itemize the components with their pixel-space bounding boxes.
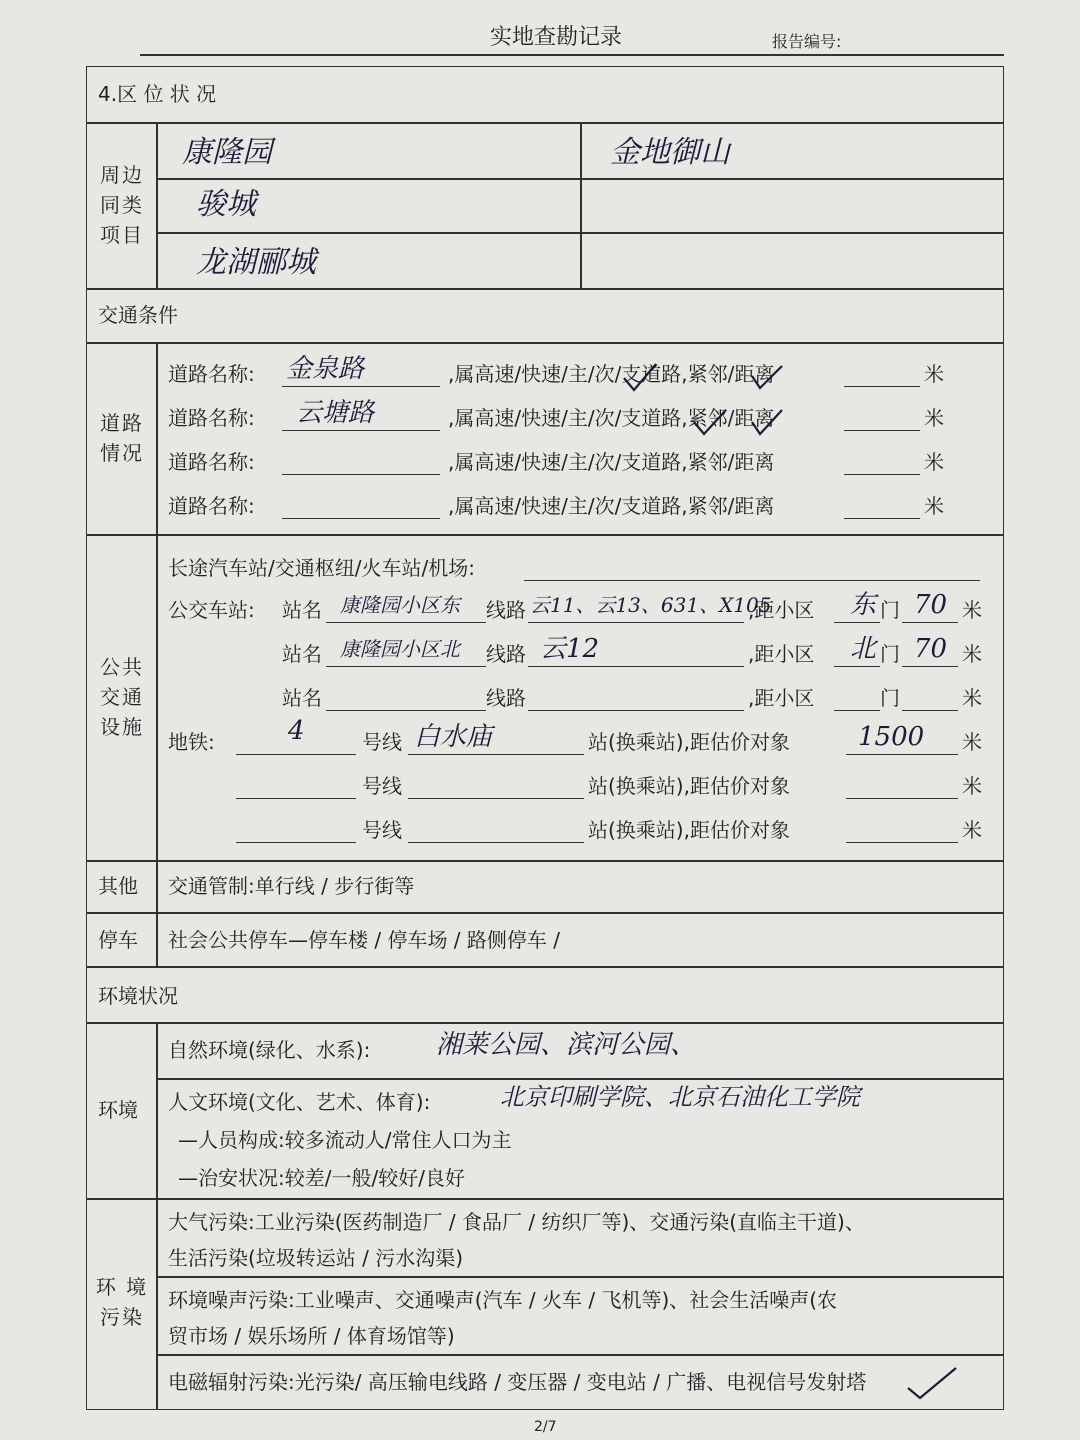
row-divider bbox=[86, 534, 1004, 536]
metro-line-value: 4 bbox=[288, 716, 305, 746]
road-name-underline bbox=[282, 518, 440, 519]
label-column-divider bbox=[156, 1022, 158, 1410]
check-mark-icon bbox=[748, 362, 788, 392]
road-name-underline bbox=[282, 430, 440, 431]
direction-underline bbox=[834, 622, 880, 623]
route-label: 线路 bbox=[486, 642, 526, 666]
page-title: 实地查勘记录 bbox=[490, 25, 623, 50]
page-number: 2/7 bbox=[534, 1419, 557, 1435]
gate-direction-value: 北 bbox=[850, 634, 877, 664]
road-name-label: 道路名称: bbox=[168, 450, 255, 474]
environment-label: 环境 bbox=[98, 1098, 138, 1122]
road-name-label: 道路名称: bbox=[168, 494, 255, 518]
bus-station-heading: 公交车站: bbox=[168, 598, 255, 622]
metro-line-label: 号线 bbox=[362, 774, 402, 798]
distance-unit: 米 bbox=[962, 686, 982, 710]
header-rule bbox=[140, 54, 1004, 56]
route-value: 云11、云13、631、X105 bbox=[530, 593, 772, 617]
metro-station-underline bbox=[408, 798, 584, 799]
metro-line-underline bbox=[236, 754, 356, 755]
station-name-underline bbox=[326, 710, 486, 711]
gate-label: 门 bbox=[880, 642, 900, 666]
metro-station-underline bbox=[408, 842, 584, 843]
road-distance-underline bbox=[844, 474, 920, 475]
traffic-section-title: 交通条件 bbox=[98, 303, 178, 327]
label-column-divider bbox=[156, 122, 158, 288]
row-divider bbox=[86, 342, 1004, 344]
road-name-underline bbox=[282, 386, 440, 387]
metro-line-label: 号线 bbox=[362, 818, 402, 842]
nearby-split-divider bbox=[580, 122, 582, 288]
public-transport-label: 公共 交通 设施 bbox=[100, 655, 144, 739]
road-distance-underline bbox=[844, 430, 920, 431]
long-distance-label: 长途汽车站/交通枢纽/火车站/机场: bbox=[168, 556, 475, 580]
metro-distance-underline bbox=[846, 798, 958, 799]
distance-value: 70 bbox=[914, 634, 948, 664]
road-type-options: ,属高速/快速/主/次/支道路,紧邻/距离 bbox=[448, 450, 775, 474]
row-divider bbox=[86, 966, 1004, 968]
distance-unit: 米 bbox=[962, 818, 982, 842]
metro-distance-value: 1500 bbox=[858, 722, 925, 752]
station-name-label: 站名 bbox=[282, 642, 322, 666]
route-label: 线路 bbox=[486, 598, 526, 622]
other-label: 其他 bbox=[98, 874, 138, 898]
road-type-options: ,属高速/快速/主/次/支道路,紧邻/距离 bbox=[448, 362, 775, 386]
distance-underline bbox=[902, 666, 958, 667]
roads-label: 道路 情况 bbox=[100, 411, 144, 465]
route-underline bbox=[528, 666, 744, 667]
station-name-underline bbox=[326, 666, 486, 667]
row-divider bbox=[86, 912, 1004, 914]
metro-heading: 地铁: bbox=[168, 730, 215, 754]
nearby-project-entry: 康隆园 bbox=[182, 135, 272, 170]
distance-unit: 米 bbox=[962, 642, 982, 666]
metro-distance-underline bbox=[846, 842, 958, 843]
parking-text: 社会公共停车—停车楼 / 停车场 / 路侧停车 / bbox=[168, 928, 561, 952]
distance-label: ,距小区 bbox=[748, 642, 815, 666]
long-distance-underline bbox=[524, 580, 980, 581]
noise-pollution-line2: 贸市场 / 娱乐场所 / 体育场馆等) bbox=[168, 1324, 455, 1348]
air-pollution-line1: 大气污染:工业污染(医药制造厂 / 食品厂 / 纺织厂等)、交通污染(直临主干道)、 bbox=[168, 1210, 865, 1234]
check-mark-icon bbox=[748, 406, 788, 438]
metro-distance-underline bbox=[846, 754, 958, 755]
population-composition: —人员构成:较多流动人/常住人口为主 bbox=[178, 1128, 512, 1152]
metro-station-suffix: 站(换乘站),距估价对象 bbox=[588, 730, 790, 754]
gate-label: 门 bbox=[880, 686, 900, 710]
road-unit: 米 bbox=[924, 494, 944, 518]
road-name-underline bbox=[282, 474, 440, 475]
gate-direction-value: 东 bbox=[850, 590, 877, 620]
metro-line-label: 号线 bbox=[362, 730, 402, 754]
noise-pollution-line1: 环境噪声污染:工业噪声、交通噪声(汽车 / 火车 / 飞机等)、社会生活噪声(农 bbox=[168, 1288, 838, 1312]
nearby-label: 周边 同类 项目 bbox=[100, 163, 144, 247]
nearby-project-entry: 骏城 bbox=[196, 187, 256, 222]
route-underline bbox=[528, 710, 744, 711]
distance-underline bbox=[902, 710, 958, 711]
road-unit: 米 bbox=[924, 362, 944, 386]
direction-underline bbox=[834, 666, 880, 667]
row-divider bbox=[86, 860, 1004, 862]
road-type-options: ,属高速/快速/主/次/支道路,紧邻/距离 bbox=[448, 494, 775, 518]
metro-station-suffix: 站(换乘站),距估价对象 bbox=[588, 818, 790, 842]
check-mark-icon bbox=[620, 360, 660, 394]
metro-line-underline bbox=[236, 798, 356, 799]
road-name-label: 道路名称: bbox=[168, 406, 255, 430]
inner-divider bbox=[156, 1078, 1004, 1080]
route-value: 云12 bbox=[540, 634, 600, 664]
station-name-underline bbox=[326, 622, 486, 623]
cultural-environment-label: 人文环境(文化、艺术、体育): bbox=[168, 1090, 431, 1114]
metro-station-underline bbox=[408, 754, 584, 755]
label-column-divider bbox=[156, 342, 158, 966]
station-name-value: 康隆园小区东 bbox=[340, 593, 460, 617]
pollution-label: 环 境 污染 bbox=[95, 1275, 149, 1329]
check-mark-icon bbox=[690, 406, 730, 438]
natural-environment-value: 湘莱公园、滨河公园、 bbox=[436, 1030, 697, 1060]
report-number-label: 报告编号: bbox=[772, 32, 842, 51]
air-pollution-line2: 生活污染(垃圾转运站 / 污水沟渠) bbox=[168, 1246, 464, 1270]
row-divider bbox=[86, 1022, 1004, 1024]
check-mark-icon bbox=[904, 1364, 960, 1402]
nearby-project-entry: 金地御山 bbox=[610, 135, 730, 170]
road-distance-underline bbox=[844, 518, 920, 519]
cultural-environment-value: 北京印刷学院、北京石油化工学院 bbox=[500, 1083, 860, 1111]
security-status: —治安状况:较差/一般/较好/良好 bbox=[178, 1166, 465, 1190]
parking-label: 停车 bbox=[98, 928, 138, 952]
section-title: 4.区 位 状 况 bbox=[98, 82, 217, 106]
road-name-label: 道路名称: bbox=[168, 362, 255, 386]
row-divider bbox=[86, 1198, 1004, 1200]
distance-label: ,距小区 bbox=[748, 686, 815, 710]
station-name-label: 站名 bbox=[282, 686, 322, 710]
road-distance-underline bbox=[844, 386, 920, 387]
gate-label: 门 bbox=[880, 598, 900, 622]
road-type-options: ,属高速/快速/主/次/支道路,紧邻/距离 bbox=[448, 406, 775, 430]
metro-station-suffix: 站(换乘站),距估价对象 bbox=[588, 774, 790, 798]
traffic-control-text: 交通管制:单行线 / 步行街等 bbox=[168, 874, 415, 898]
distance-unit: 米 bbox=[962, 730, 982, 754]
distance-value: 70 bbox=[914, 590, 948, 620]
distance-unit: 米 bbox=[962, 774, 982, 798]
metro-line-underline bbox=[236, 842, 356, 843]
direction-underline bbox=[834, 710, 880, 711]
metro-station-value: 白水庙 bbox=[414, 722, 493, 752]
distance-underline bbox=[902, 622, 958, 623]
route-underline bbox=[528, 622, 744, 623]
distance-unit: 米 bbox=[962, 598, 982, 622]
nearby-project-entry: 龙湖郦城 bbox=[196, 245, 316, 280]
em-pollution: 电磁辐射污染:光污染/ 高压输电线路 / 变压器 / 变电站 / 广播、电视信号发射塔 bbox=[168, 1370, 867, 1394]
route-label: 线路 bbox=[486, 686, 526, 710]
road-name-value: 云塘路 bbox=[296, 398, 375, 428]
row-divider bbox=[86, 288, 1004, 290]
inner-divider bbox=[156, 1276, 1004, 1278]
station-name-value: 康隆园小区北 bbox=[340, 637, 460, 661]
environment-section-title: 环境状况 bbox=[98, 984, 178, 1008]
road-name-value: 金泉路 bbox=[286, 354, 365, 384]
row-divider bbox=[86, 122, 1004, 124]
distance-label: ,距小区 bbox=[748, 598, 815, 622]
station-name-label: 站名 bbox=[282, 598, 322, 622]
road-unit: 米 bbox=[924, 450, 944, 474]
road-unit: 米 bbox=[924, 406, 944, 430]
natural-environment-label: 自然环境(绿化、水系): bbox=[168, 1038, 371, 1062]
inner-divider bbox=[156, 1354, 1004, 1356]
